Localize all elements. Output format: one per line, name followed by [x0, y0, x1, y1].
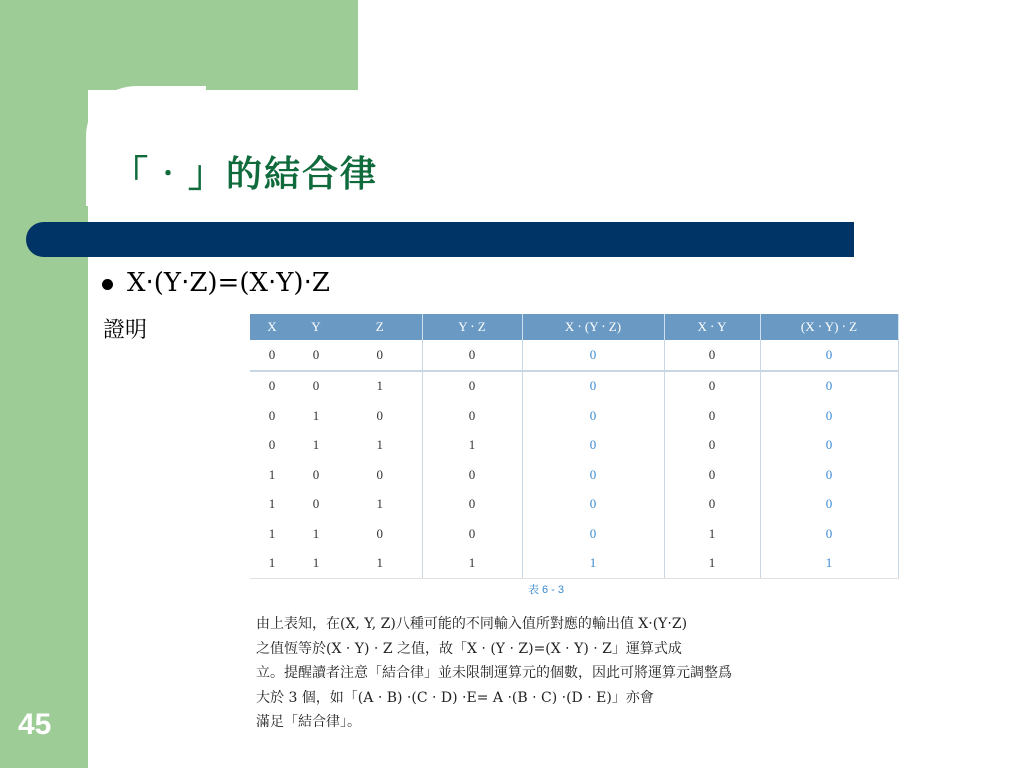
truth-table — [250, 314, 899, 579]
explanation-line: 滿足「結合律」。 — [256, 714, 361, 730]
table-cell: 1 — [522, 549, 664, 579]
table-row — [250, 340, 898, 371]
table-row — [250, 490, 898, 520]
table-cell: 0 — [664, 490, 760, 520]
table-cell: 1 — [338, 549, 422, 579]
table-cell: 0 — [522, 340, 664, 371]
table-cell: 0 — [422, 460, 522, 490]
table-cell: 1 — [664, 519, 760, 549]
table-cell: 1 — [268, 525, 276, 541]
table-row — [250, 460, 898, 490]
table-cell: 0 — [664, 371, 760, 402]
truth-table-body — [250, 340, 898, 579]
table-cell: 0 — [522, 519, 664, 549]
table-cell: 1 — [268, 466, 276, 482]
table-cell: 0 — [312, 496, 320, 512]
table-cell: 0 — [664, 401, 760, 431]
table-cell: 0 — [760, 431, 898, 461]
table-row — [250, 401, 898, 431]
bullet-dot-icon — [102, 279, 113, 290]
table-cell: 1 — [664, 549, 760, 579]
table-cell: 0 — [760, 401, 898, 431]
table-cell: 0 — [760, 490, 898, 520]
table-cell: 1 — [338, 431, 422, 461]
explanation-text — [256, 612, 856, 735]
column-header: Z — [338, 314, 422, 340]
table-cell: 0 — [422, 340, 522, 371]
column-header: X ‧ (Y ‧ Z) — [522, 314, 664, 340]
table-cell: 0 — [338, 460, 422, 490]
table-cell: 1 — [294, 549, 338, 579]
table-cell: 1 — [338, 490, 422, 520]
green-side-decoration — [0, 0, 88, 768]
table-cell: 1 — [312, 525, 320, 541]
table-cell: 1 — [422, 431, 522, 461]
formula-text: X‧(Y‧Z)=(X‧Y)‧Z — [127, 268, 330, 298]
table-cell: 0 — [294, 340, 338, 371]
table-cell: 0 — [422, 490, 522, 520]
table-cell: 0 — [250, 340, 294, 371]
table-cell: 0 — [268, 378, 276, 394]
proof-label: 證明 — [103, 318, 148, 343]
table-cell: 0 — [760, 340, 898, 371]
table-cell: 0 — [338, 401, 422, 431]
table-cell: 0 — [268, 437, 276, 453]
truth-table-figure — [250, 314, 898, 597]
title-divider-bar — [26, 222, 854, 257]
table-cell: 0 — [664, 431, 760, 461]
explanation-line: 大於 3 個，如「(A ‧ B) ‧(C ‧ D) ‧E= A ‧(B ‧ C) ‧(D ‧ E)」亦會 — [256, 689, 654, 706]
table-cell: 1 — [422, 549, 522, 579]
table-cell: 0 — [522, 490, 664, 520]
table-cell: 0 — [522, 460, 664, 490]
explanation-line: 由上表知，在(X, Y, Z)八種可能的不同輸入值所對應的輸出值 X‧(Y‧Z) — [256, 616, 688, 632]
column-header: X — [250, 314, 294, 340]
table-cell: 0 — [664, 340, 760, 371]
table-cell: 0 — [664, 460, 760, 490]
table-cell: 0 — [338, 519, 422, 549]
table-cell: 0 — [760, 371, 898, 402]
table-row — [250, 431, 898, 461]
explanation-line: 之值恆等於(X ‧ Y) ‧ Z 之值，故「X ‧ (Y ‧ Z)=(X ‧ Y) ‧ Z」運算式成 — [256, 640, 682, 657]
table-cell: 1 — [760, 549, 898, 579]
table-cell: 0 — [422, 371, 522, 402]
table-header-row — [250, 314, 898, 340]
table-cell: 0 — [760, 460, 898, 490]
column-header: Y — [294, 314, 338, 340]
table-row — [250, 371, 898, 402]
table-cell: 0 — [312, 466, 320, 482]
table-row — [250, 519, 898, 549]
table-cell: 1 — [312, 437, 320, 453]
table-cell: 0 — [422, 401, 522, 431]
table-cell: 0 — [338, 340, 422, 371]
column-header: (X ‧ Y) ‧ Z — [760, 314, 898, 340]
table-cell: 1 — [338, 371, 422, 402]
table-cell: 1 — [268, 496, 276, 512]
green-top-decoration — [0, 0, 358, 90]
table-cell: 0 — [522, 431, 664, 461]
table-cell: 0 — [312, 378, 320, 394]
table-caption: 表 6 - 3 — [527, 584, 565, 596]
table-cell: 0 — [268, 407, 276, 423]
bullet-formula — [102, 268, 330, 298]
table-cell: 1 — [312, 407, 320, 423]
column-header: X ‧ Y — [664, 314, 760, 340]
table-cell: 0 — [760, 519, 898, 549]
table-cell: 0 — [422, 519, 522, 549]
column-header: Y ‧ Z — [422, 314, 522, 340]
slide-number: 45 — [18, 708, 52, 741]
table-row — [250, 549, 898, 579]
table-cell: 0 — [522, 401, 664, 431]
slide-title: 「‧」的結合律 — [112, 153, 379, 195]
explanation-line: 立。提醒讀者注意「結合律」並未限制運算元的個數，因此可將運算元調整爲 — [256, 665, 732, 681]
table-cell: 0 — [522, 371, 664, 402]
table-cell: 1 — [250, 549, 294, 579]
